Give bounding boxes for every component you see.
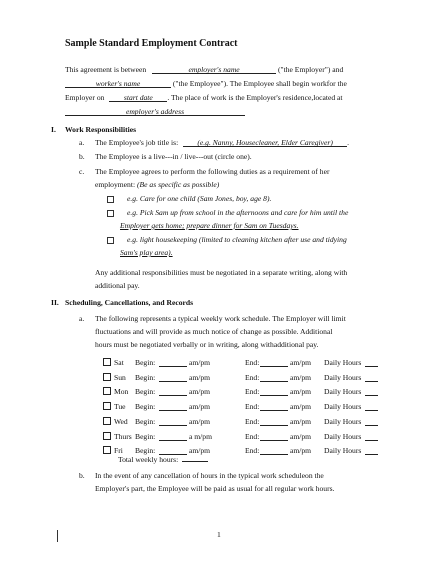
section2-a-label: a. (79, 314, 85, 323)
section1-c-label: c. (79, 167, 85, 176)
daily-hours-label: Daily Hours (324, 431, 362, 441)
employer-name-field[interactable]: employer's name (152, 65, 276, 74)
begin-field[interactable] (159, 432, 187, 441)
end-ampm: am/pm (290, 358, 312, 367)
duty-2-line-2: Employer gets home; prepare dinner for Sam on Tuesdays. (120, 221, 299, 230)
worker-suffix: ("the Employee"). The Employee shall begin workfor the (172, 79, 347, 88)
end-field[interactable] (260, 432, 288, 441)
daily-hours-label: Daily Hours (324, 402, 362, 412)
duty-checkbox-2[interactable] (107, 210, 114, 217)
begin-label: Begin: (135, 416, 156, 426)
end-field[interactable] (260, 446, 288, 455)
total-weekly-hours-field[interactable] (182, 461, 208, 462)
schedule-text-3: hours must be negotiated verbally or in writing, along withadditional pay. (95, 340, 319, 349)
begin-ampm: am/pm (189, 402, 211, 412)
employer-suffix: ("the Employer") and (278, 65, 344, 74)
day-label: Sat (114, 358, 124, 367)
employer-address-field[interactable]: employer's address (65, 107, 245, 116)
end-label: End: (245, 431, 260, 441)
end-label: End: (245, 402, 260, 412)
live-in-out-text: The Employee is a live---in / live---out (circle one). (95, 152, 252, 161)
duty-checkbox-1[interactable] (107, 196, 114, 203)
begin-ampm: am/pm (189, 372, 211, 382)
begin-ampm: am/pm (189, 387, 211, 397)
daily-hours-field[interactable] (365, 373, 378, 382)
begin-label: Begin: (135, 387, 156, 397)
end-ampm: am/pm (290, 387, 312, 397)
day-label: Tue (114, 402, 126, 412)
section1-b-label: b. (79, 152, 85, 161)
begin-ampm: am/pm (189, 416, 211, 426)
end-field[interactable] (260, 387, 288, 396)
begin-label: Begin: (135, 446, 156, 456)
total-weekly-hours-label: Total weekly hours: (118, 455, 179, 464)
additional-resp-line-2: additional pay. (95, 281, 140, 290)
begin-field[interactable] (159, 417, 187, 426)
begin-label: Begin: (135, 431, 156, 441)
section2-b-label: b. (79, 471, 85, 480)
begin-field[interactable] (159, 358, 187, 367)
end-ampm: am/pm (290, 372, 312, 382)
cancellation-text-2: Employer's part, the Employee will be paid as usual for all regular work hours. (95, 484, 335, 493)
place-text: . The place of work is the Employer's residence,located at (167, 93, 343, 102)
day-label: Mon (114, 387, 129, 397)
intro-line-1 (65, 65, 343, 75)
begin-ampm: am/pm (189, 446, 211, 456)
begin-ampm: a m/pm (189, 431, 212, 441)
end-ampm: am/pm (290, 416, 312, 426)
section1-a-label: a. (79, 138, 85, 147)
document-title: Sample Standard Employment Contract (65, 38, 238, 49)
daily-hours-field[interactable] (365, 432, 378, 441)
daily-hours-field[interactable] (365, 387, 378, 396)
day-label: Sun (114, 372, 126, 382)
begin-field[interactable] (159, 373, 187, 382)
section1-a-line: The Employee's job title is: (e.g. Nanny, Housecleaner, Elder Caregiver) . (95, 138, 350, 147)
intro-line-4 (65, 107, 245, 117)
duty-1: e.g. Care for one child (Sam Jones, boy, age 8). (127, 194, 272, 203)
employer-on-label: Employer on (65, 93, 105, 102)
intro-line-3 (65, 93, 343, 103)
end-ampm: am/pm (290, 446, 312, 456)
duty-2-line-1: e.g. Pick Sam up from school in the afternoons and care for him until the (127, 208, 349, 217)
duty-checkbox-3[interactable] (107, 237, 114, 244)
end-ampm: am/pm (290, 402, 312, 412)
section1-numeral: I. (51, 125, 56, 134)
section2-numeral: II. (51, 298, 59, 307)
end-field[interactable] (260, 358, 288, 367)
section2-heading: Scheduling, Cancellations, and Records (65, 298, 194, 307)
end-label: End: (245, 387, 260, 397)
intro-line-2 (65, 79, 347, 89)
daily-hours-field[interactable] (365, 417, 378, 426)
end-label: End: (245, 372, 260, 382)
end-field[interactable] (260, 373, 288, 382)
end-label: End: (245, 446, 260, 456)
schedule-text-1: The following represents a typical weekly work schedule. The Employer will limit (95, 314, 346, 323)
total-weekly-hours (118, 455, 208, 465)
daily-hours-label: Daily Hours (324, 416, 362, 426)
end-field[interactable] (260, 417, 288, 426)
day-label: Thurs (114, 431, 132, 441)
end-label: End: (245, 358, 260, 367)
daily-hours-label: Daily Hours (324, 387, 362, 397)
daily-hours-field[interactable] (365, 402, 378, 411)
worker-name-field[interactable]: worker's name (65, 79, 171, 88)
agreement-prefix: This agreement is between (65, 65, 147, 74)
begin-label: Begin: (135, 358, 156, 367)
begin-field[interactable] (159, 387, 187, 396)
begin-ampm: am/pm (189, 358, 211, 367)
additional-resp-line-1: Any additional responsibilities must be negotiated in a separate writing, along with (95, 268, 348, 277)
job-title-field[interactable]: (e.g. Nanny, Housecleaner, Elder Caregiver) (183, 138, 347, 147)
begin-label: Begin: (135, 372, 156, 382)
day-label: Fri (114, 446, 123, 456)
begin-field[interactable] (159, 446, 187, 455)
duties-intro-line-1: The Employee agrees to perform the following duties as a requirement of her (95, 167, 330, 176)
page-number: 1 (217, 530, 221, 539)
job-title-label: The Employee's job title is: (95, 138, 179, 147)
duty-3-line-1: e.g. light housekeeping (limited to cleaning kitchen after use and tidying (127, 235, 347, 244)
day-label: Wed (114, 416, 128, 426)
end-label: End: (245, 416, 260, 426)
specific-note: (Be as specific as possible) (136, 180, 220, 189)
daily-hours-label: Daily Hours (324, 372, 362, 382)
begin-field[interactable] (159, 402, 187, 411)
daily-hours-label: Daily Hours (324, 446, 362, 456)
duty-3-line-2: Sam's play area). (120, 248, 173, 257)
section1-heading: Work Responsibilities (65, 125, 137, 134)
daily-hours-field[interactable] (365, 446, 378, 455)
duties-intro-line-2 (95, 180, 219, 190)
text-cursor (57, 530, 58, 542)
end-ampm: am/pm (290, 431, 312, 441)
daily-hours-label: Daily Hours (324, 358, 362, 367)
employment-label: employment: (95, 180, 136, 189)
daily-hours-field[interactable] (365, 358, 378, 367)
schedule-text-2: fluctuations and will provide as much notice of change as possible. Additional (95, 327, 333, 336)
end-field[interactable] (260, 402, 288, 411)
cancellation-text-1: In the event of any cancellation of hours in the typical work scheduleon the (95, 471, 324, 480)
begin-label: Begin: (135, 402, 156, 412)
start-date-field[interactable]: start date (109, 93, 167, 102)
